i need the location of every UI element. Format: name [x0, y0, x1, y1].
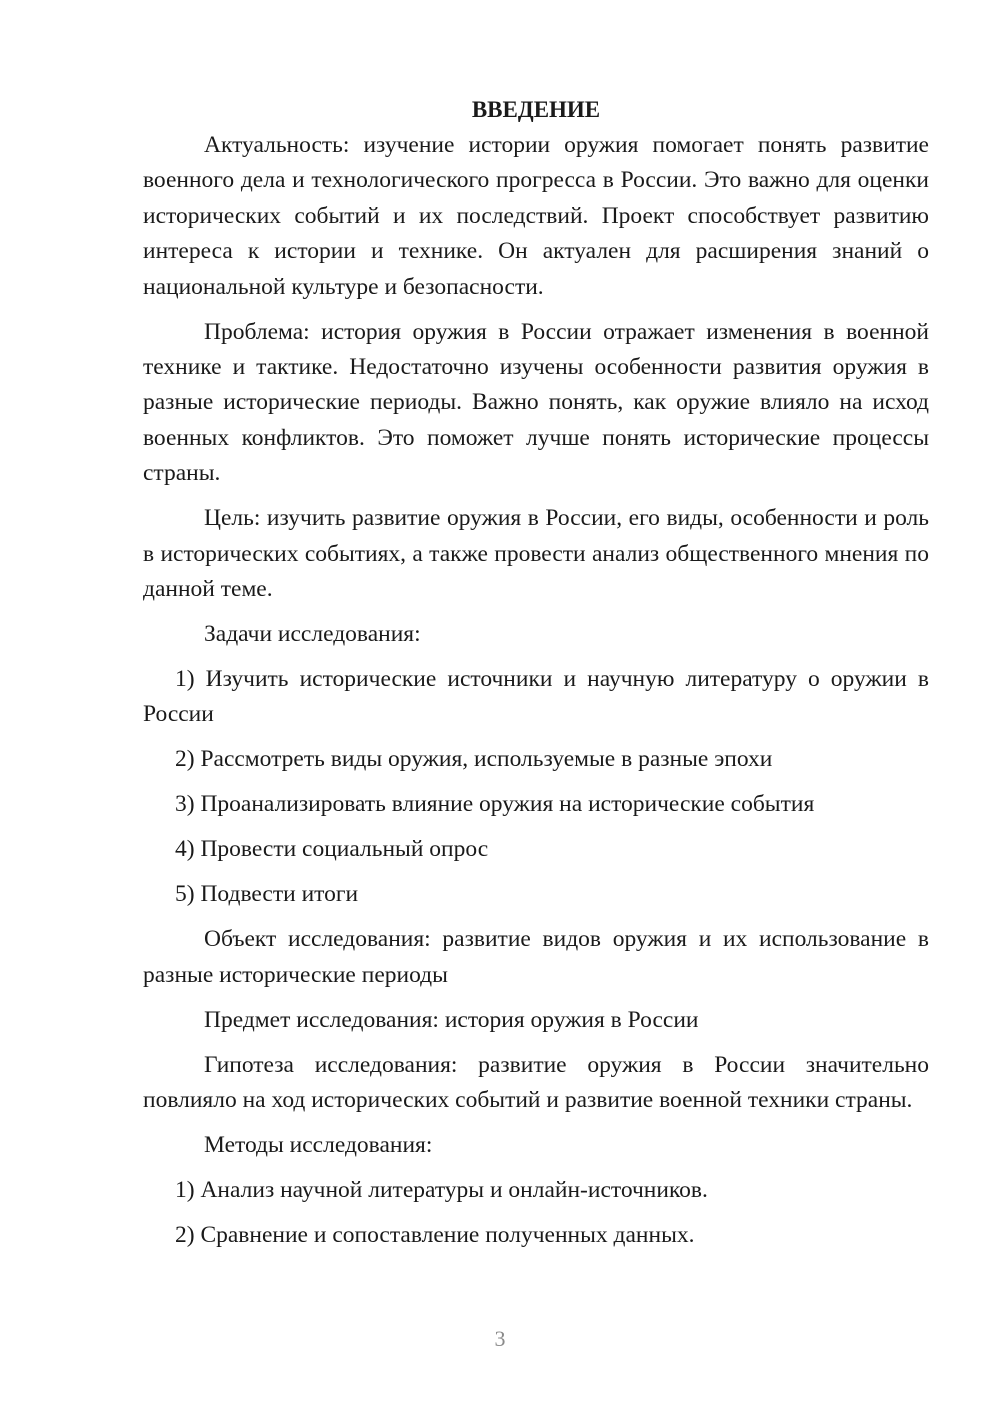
task-item: 5) Подвести итоги: [175, 881, 359, 908]
relevance-paragraph: Актуальность: изучение истории оружия помогает понять развитие военного дела и технологического прогресса в России. Это важно для оценки исторических событий и их последствий. Проект способствует развитию интереса к истории и технике. Он актуален для расширения знаний о национальной культуре и безопасности.: [143, 132, 929, 300]
task-item: 4) Провести социальный опрос: [175, 836, 489, 863]
object-paragraph: Объект исследования: развитие видов оружия и их использование в разные исторические периоды: [143, 926, 929, 988]
document-page: [143, 90, 929, 1263]
task-item: 2) Рассмотреть виды оружия, используемые в разные эпохи: [175, 746, 773, 773]
subject-paragraph: Предмет исследования: история оружия в России: [204, 1006, 699, 1033]
tasks-heading: Задачи исследования:: [204, 621, 421, 648]
goal-paragraph: Цель: изучить развитие оружия в России, его виды, особенности и роль в исторических событиях, а также провести анализ общественного мнения по данной теме.: [143, 505, 929, 603]
problem-paragraph: Проблема: история оружия в России отражает изменения в военной технике и тактике. Недостаточно изучены особенности развития оружия в разные исторические периоды. Важно понять, как оружие влияло на исход военных конфликтов. Это поможет лучше понять исторические процессы страны.: [143, 318, 929, 487]
page-number: 3: [494, 1326, 506, 1351]
hypothesis-paragraph: Гипотеза исследования: развитие оружия в России значительно повлияло на ход исторических событий и развитие военной техники страны.: [143, 1051, 929, 1114]
methods-heading: Методы исследования:: [204, 1132, 433, 1159]
method-item: 1) Анализ научной литературы и онлайн-источников.: [175, 1177, 708, 1204]
page-title: ВВЕДЕНИЕ: [471, 97, 601, 122]
method-item: 2) Сравнение и сопоставление полученных данных.: [175, 1222, 695, 1249]
task-item: 1) Изучить исторические источники и научную литературу о оружии в России: [143, 666, 929, 728]
task-item: 3) Проанализировать влияние оружия на исторические события: [175, 791, 815, 818]
